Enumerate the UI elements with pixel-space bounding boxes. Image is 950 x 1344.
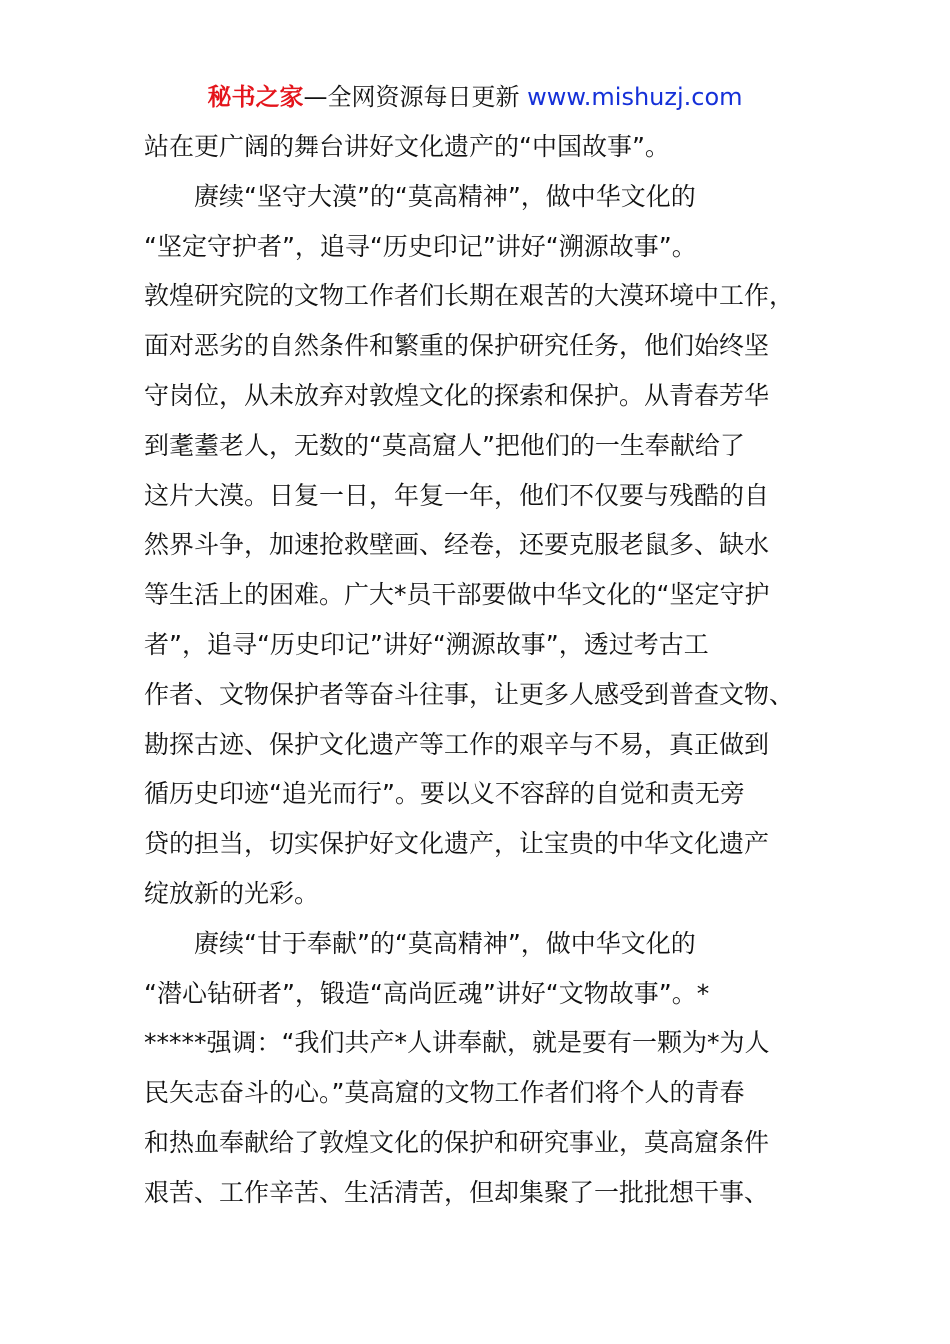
site-tagline: —全网资源每日更新 — [303, 83, 528, 111]
text-line: *****强调：“我们共产*人讲奉献，就是要有一颗为*为人 — [144, 1028, 770, 1058]
text-line: 者”，追寻“历史印记”讲好“溯源故事”，透过考古工 — [144, 629, 709, 659]
text-line: “坚定守护者”，追寻“历史印记”讲好“溯源故事”。 — [144, 231, 697, 261]
text-line: 站在更广阔的舞台讲好文化遗产的“中国故事”。 — [144, 132, 670, 161]
text-line: 和热血奉献给了敦煌文化的保护和研究事业，莫高窟条件 — [144, 1127, 770, 1157]
text-line: 作者、文物保护者等奋斗往事，让更多人感受到普查文物、 — [144, 679, 795, 709]
text-line: 到耄耋老人，无数的“莫高窟人”把他们的一生奉献给了 — [144, 430, 745, 460]
text-line: 这片大漠。日复一日，年复一年，他们不仅要与残酷的自 — [144, 480, 770, 510]
text-line: 敦煌研究院的文物工作者们长期在艰苦的大漠环境中工作， — [144, 281, 795, 311]
text-line: 艰苦、工作辛苦、生活清苦，但却集聚了一批批想干事、 — [144, 1177, 770, 1207]
text-line: 绽放新的光彩。 — [144, 878, 320, 908]
paragraph-start-line: 赓续“甘于奉献”的“莫高精神”，做中华文化的 — [194, 928, 696, 958]
text-line: 等生活上的困难。广大*员干部要做中华文化的“坚定守护 — [144, 580, 770, 610]
text-line: 循历史印迹“追光而行”。要以义不容辞的自觉和责无旁 — [144, 779, 745, 809]
paragraph-start-line: 赓续“坚守大漠”的“莫高精神”，做中华文化的 — [194, 181, 696, 211]
text-line: 守岗位，从未放弃对敦煌文化的探索和保护。从青春芳华 — [144, 380, 770, 410]
text-line: 贷的担当，切实保护好文化遗产，让宝贵的中华文化遗产 — [144, 829, 770, 859]
document-body — [144, 122, 814, 1218]
text-line: 面对恶劣的自然条件和繁重的保护研究任务，他们始终坚 — [144, 331, 770, 361]
site-brand: 秘书之家 — [207, 83, 304, 111]
page-header — [0, 80, 950, 114]
text-line: 勘探古迹、保护文化遗产等工作的艰辛与不易，真正做到 — [144, 729, 770, 759]
text-line: 民矢志奋斗的心。”莫高窟的文物工作者们将个人的青春 — [144, 1078, 745, 1108]
site-url-link[interactable]: www.mishuzj.com — [527, 83, 743, 111]
text-line: “潜心钻研者”，锻造“高尚匠魂”讲好“文物故事”。* — [144, 978, 710, 1008]
text-line: 然界斗争，加速抢救壁画、经卷，还要克服老鼠多、缺水 — [144, 530, 770, 560]
